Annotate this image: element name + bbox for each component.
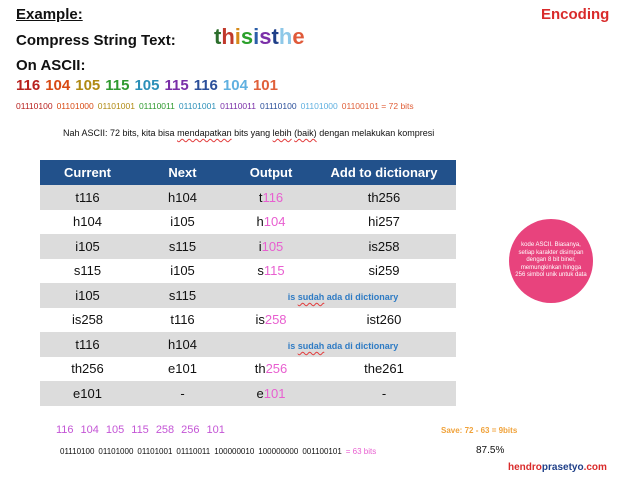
brand-part: prasetyo	[541, 462, 584, 473]
output-bits-item: 01101000	[98, 447, 134, 456]
ascii-bits: 01110100	[16, 101, 53, 111]
brand-part: hendro	[508, 462, 542, 473]
output-code-item: 258	[155, 424, 175, 436]
cell-next: h104	[135, 332, 230, 357]
cell-current: t116	[40, 332, 135, 357]
header-output: Output	[230, 160, 312, 185]
note-part: ada di dictionary	[324, 291, 399, 302]
cell-next: i105	[135, 259, 230, 284]
dictionary-note	[288, 292, 399, 302]
output-code: 105	[261, 238, 284, 254]
cell-current: t116	[40, 185, 135, 210]
output-bits-item: 01101001	[137, 447, 173, 456]
table-body	[40, 185, 456, 406]
cell-next: s115	[135, 234, 230, 259]
output-char: t	[258, 189, 263, 205]
header-next: Next	[135, 160, 230, 185]
cell-output	[230, 381, 312, 406]
output-bits-item: 01110011	[176, 447, 211, 456]
cell-output	[230, 357, 312, 382]
word-letter: s	[259, 24, 272, 49]
ascii-code: 116	[193, 77, 218, 94]
cell-current: i105	[40, 283, 135, 308]
ascii-bit-list	[16, 101, 418, 111]
cell-output	[230, 259, 312, 284]
output-code-item: 116	[56, 424, 74, 436]
cell-output	[230, 185, 312, 210]
cell-next: t116	[135, 308, 230, 333]
output-char: s	[257, 263, 264, 279]
table-row	[40, 185, 456, 210]
ascii-bits: 01101000	[300, 101, 338, 111]
cell-output	[230, 234, 312, 259]
ascii-bits: 01100101 = 72 bits	[341, 101, 414, 111]
output-code-item: 101	[206, 424, 225, 436]
ascii-bits: 01101000	[56, 101, 94, 111]
output-code: 101	[263, 385, 286, 401]
word-letter: h	[221, 24, 235, 49]
ascii-bits: 01110011	[138, 101, 175, 111]
table-row	[40, 308, 456, 333]
cell-current: h104	[40, 210, 135, 235]
cell-next: i105	[135, 210, 230, 235]
cell-next: -	[135, 381, 230, 406]
table-row	[40, 259, 456, 284]
output-code-item: 256	[181, 424, 200, 436]
cell-add: -	[312, 381, 456, 406]
table-row	[40, 332, 456, 357]
cell-add: the261	[312, 357, 456, 382]
note-word-spell: (baik)	[294, 128, 317, 138]
note-text: bits yang	[231, 128, 273, 138]
word-letter: t	[271, 24, 279, 49]
cell-add: is258	[312, 234, 456, 259]
output-code: 115	[263, 263, 285, 279]
note-word-spell: mendapatkan	[177, 128, 232, 138]
output-char: i	[258, 238, 262, 254]
encoding-title: Encoding	[541, 6, 610, 23]
cell-current: is258	[40, 308, 135, 333]
cell-add: ist260	[312, 308, 456, 333]
output-bits-item: 01110100	[60, 447, 95, 456]
dictionary-note	[288, 341, 399, 351]
output-bits-total: = 63 bits	[345, 447, 377, 456]
ascii-bits: 01110011	[220, 101, 256, 111]
word-letter: s	[240, 24, 254, 49]
table-row	[40, 210, 456, 235]
note-word-spell: lebih	[272, 128, 292, 138]
word-letter: h	[278, 24, 293, 49]
sample-word	[214, 24, 305, 50]
cell-dictionary-note	[230, 332, 456, 357]
output-char: th	[254, 361, 266, 377]
info-bubble	[509, 219, 593, 303]
output-code-item: 115	[131, 424, 149, 436]
output-bit-list	[60, 447, 380, 456]
note-text: dengan melakukan kompresi	[316, 128, 435, 138]
cell-add: si259	[312, 259, 456, 284]
word-letter: t	[214, 24, 222, 49]
save-summary: Save: 72 - 63 = 9bits	[441, 426, 518, 435]
output-bits-item: 100000000	[258, 447, 299, 456]
example-heading: Example:	[16, 6, 83, 23]
ascii-code: 101	[252, 77, 278, 94]
brand-part: .com	[583, 462, 607, 473]
bubble-text: kode ASCII. Biasanya, setiap karakter disimpan dengan 8 bit biner, memungkinkan hingga 256 simbol unik untuk data	[515, 242, 587, 279]
cell-output	[230, 210, 312, 235]
output-char: e	[256, 385, 264, 401]
output-code: 256	[265, 361, 288, 377]
ascii-code: 115	[164, 77, 189, 94]
ascii-bits: 01101001	[178, 101, 217, 111]
word-letter: i	[234, 24, 241, 49]
on-ascii-label: On ASCII:	[16, 57, 86, 74]
ascii-bits: 01101001	[97, 101, 135, 111]
table-row	[40, 357, 456, 382]
ascii-code: 115	[105, 77, 130, 94]
ascii-code: 105	[134, 77, 160, 94]
cell-dictionary-note	[230, 283, 456, 308]
word-letter: e	[292, 24, 305, 49]
note-part: ada di dictionary	[324, 340, 399, 351]
note-part: is	[287, 340, 298, 351]
compression-percent: 87.5%	[476, 445, 505, 456]
table-header-row	[40, 160, 456, 185]
note-text: Nah ASCII: 72 bits, kita bisa	[63, 128, 178, 138]
ascii-code: 116	[16, 77, 41, 94]
cell-current: th256	[40, 357, 135, 382]
cell-current: i105	[40, 234, 135, 259]
lzw-table	[40, 160, 456, 406]
ascii-code-list	[16, 77, 283, 94]
output-code: 258	[264, 312, 287, 328]
output-bits-item: 001100101	[302, 447, 342, 456]
output-code-item: 104	[80, 424, 99, 436]
table-row	[40, 381, 456, 406]
brand-logo	[508, 462, 607, 473]
note-part-underlined: sudah	[297, 340, 325, 351]
output-code: 116	[262, 189, 284, 205]
cell-add: th256	[312, 185, 456, 210]
header-add-to-dictionary: Add to dictionary	[312, 160, 456, 185]
cell-next: e101	[135, 357, 230, 382]
table-row	[40, 283, 456, 308]
table-row	[40, 234, 456, 259]
compress-label: Compress String Text:	[16, 32, 176, 49]
output-bits-item: 100000010	[214, 447, 255, 456]
ascii-code: 104	[222, 77, 248, 94]
header-current: Current	[40, 160, 135, 185]
cell-next: s115	[135, 283, 230, 308]
output-code: 104	[263, 214, 286, 230]
ascii-bits: 01110100	[260, 101, 297, 111]
explanation-note	[63, 128, 434, 138]
cell-output	[230, 308, 312, 333]
cell-current: s115	[40, 259, 135, 284]
note-part-underlined: sudah	[297, 291, 325, 302]
word-letter: i	[253, 24, 260, 49]
output-char: h	[256, 214, 264, 230]
note-part: is	[287, 291, 298, 302]
ascii-code: 104	[45, 77, 71, 94]
output-code-list	[56, 424, 232, 436]
ascii-code: 105	[75, 77, 101, 94]
output-code-item: 105	[105, 424, 125, 436]
cell-next: h104	[135, 185, 230, 210]
output-char: is	[255, 312, 265, 328]
cell-current: e101	[40, 381, 135, 406]
cell-add: hi257	[312, 210, 456, 235]
